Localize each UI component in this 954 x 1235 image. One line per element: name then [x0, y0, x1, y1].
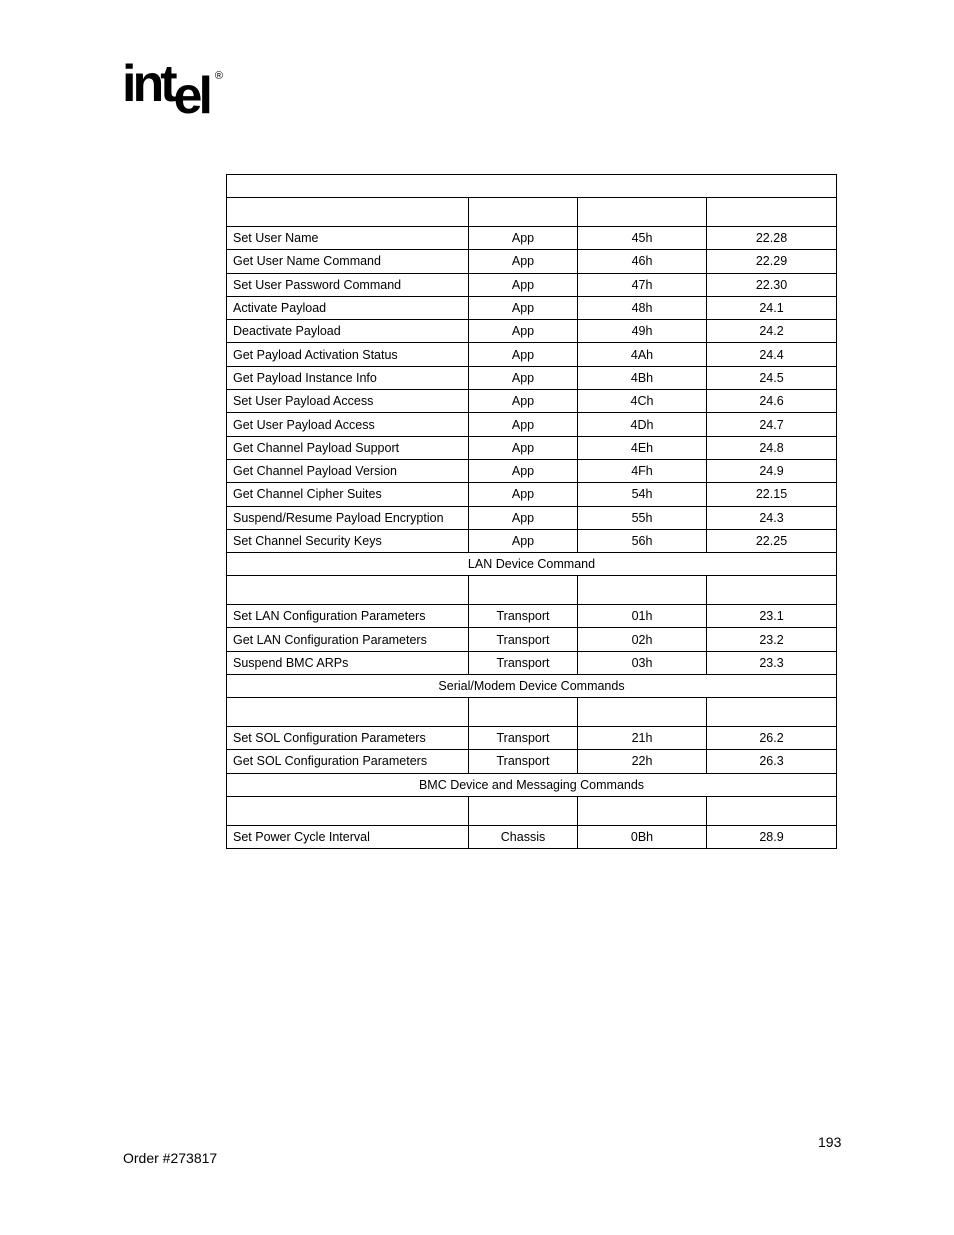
command-name-cell: Get Channel Payload Support — [227, 436, 469, 459]
table-row — [227, 628, 837, 651]
page-number: 193 — [818, 1134, 842, 1150]
table-row — [227, 483, 837, 506]
section-ref-cell: 23.1 — [707, 605, 837, 628]
code-cell: 47h — [578, 273, 707, 296]
table-row — [227, 413, 837, 436]
section-title — [227, 175, 837, 198]
section-ref-cell: 23.3 — [707, 651, 837, 674]
netfn-cell: App — [469, 413, 578, 436]
table-row — [227, 366, 837, 389]
section-title: Serial/Modem Device Commands — [227, 675, 837, 698]
netfn-cell: App — [469, 506, 578, 529]
code-cell: 49h — [578, 320, 707, 343]
command-name-cell: Suspend/Resume Payload Encryption — [227, 506, 469, 529]
command-name-cell: Get User Name Command — [227, 250, 469, 273]
section-title-row — [227, 675, 837, 698]
code-cell: 48h — [578, 296, 707, 319]
netfn-cell: App — [469, 273, 578, 296]
section-ref-cell: 24.2 — [707, 320, 837, 343]
command-name-cell: Set LAN Configuration Parameters — [227, 605, 469, 628]
table-row — [227, 250, 837, 273]
code-cell: 46h — [578, 250, 707, 273]
section-ref-cell: 24.1 — [707, 296, 837, 319]
section-ref-cell: 22.28 — [707, 227, 837, 250]
netfn-cell: App — [469, 343, 578, 366]
section-ref-cell: 26.2 — [707, 727, 837, 750]
column-header-cell — [578, 796, 707, 825]
netfn-cell: App — [469, 296, 578, 319]
code-cell: 45h — [578, 227, 707, 250]
netfn-cell: Chassis — [469, 825, 578, 848]
code-cell: 22h — [578, 750, 707, 773]
command-name-cell: Get LAN Configuration Parameters — [227, 628, 469, 651]
command-name-cell: Activate Payload — [227, 296, 469, 319]
column-header-row — [227, 576, 837, 605]
column-header-row — [227, 796, 837, 825]
column-header-cell — [707, 198, 837, 227]
column-header-cell — [578, 698, 707, 727]
section-ref-cell: 24.8 — [707, 436, 837, 459]
code-cell: 55h — [578, 506, 707, 529]
section-ref-cell: 22.30 — [707, 273, 837, 296]
command-name-cell: Deactivate Payload — [227, 320, 469, 343]
section-ref-cell: 24.5 — [707, 366, 837, 389]
section-ref-cell: 24.3 — [707, 506, 837, 529]
netfn-cell: Transport — [469, 628, 578, 651]
command-table-body — [227, 175, 837, 849]
order-number: Order #273817 — [123, 1150, 218, 1166]
section-title-row — [227, 553, 837, 576]
netfn-cell: Transport — [469, 651, 578, 674]
column-header-cell — [227, 698, 469, 727]
column-header-cell — [578, 198, 707, 227]
table-row — [227, 390, 837, 413]
table-row — [227, 227, 837, 250]
table-row — [227, 320, 837, 343]
section-title: BMC Device and Messaging Commands — [227, 773, 837, 796]
command-name-cell: Set SOL Configuration Parameters — [227, 727, 469, 750]
table-row — [227, 273, 837, 296]
code-cell: 0Bh — [578, 825, 707, 848]
netfn-cell: Transport — [469, 727, 578, 750]
table-row — [227, 651, 837, 674]
section-title-row — [227, 175, 837, 198]
section-title-row — [227, 773, 837, 796]
command-name-cell: Set Channel Security Keys — [227, 529, 469, 552]
section-ref-cell: 22.25 — [707, 529, 837, 552]
command-table — [226, 174, 837, 849]
section-ref-cell: 23.2 — [707, 628, 837, 651]
netfn-cell: App — [469, 227, 578, 250]
netfn-cell: App — [469, 529, 578, 552]
netfn-cell: App — [469, 483, 578, 506]
table-row — [227, 750, 837, 773]
registered-mark: ® — [214, 69, 224, 82]
code-cell: 4Dh — [578, 413, 707, 436]
section-ref-cell: 24.4 — [707, 343, 837, 366]
column-header-cell — [469, 576, 578, 605]
command-name-cell: Get User Payload Access — [227, 413, 469, 436]
logo-text: int — [122, 55, 174, 113]
section-ref-cell: 24.7 — [707, 413, 837, 436]
section-ref-cell: 22.29 — [707, 250, 837, 273]
command-name-cell: Get Payload Instance Info — [227, 366, 469, 389]
section-ref-cell: 26.3 — [707, 750, 837, 773]
table-row — [227, 727, 837, 750]
section-ref-cell: 22.15 — [707, 483, 837, 506]
column-header-row — [227, 198, 837, 227]
column-header-cell — [469, 698, 578, 727]
table-row — [227, 825, 837, 848]
intel-logo — [122, 55, 224, 125]
netfn-cell: App — [469, 366, 578, 389]
code-cell: 4Ch — [578, 390, 707, 413]
command-name-cell: Get Channel Payload Version — [227, 459, 469, 482]
code-cell: 02h — [578, 628, 707, 651]
section-ref-cell: 24.6 — [707, 390, 837, 413]
table-row — [227, 296, 837, 319]
table-row — [227, 605, 837, 628]
netfn-cell: App — [469, 459, 578, 482]
table-row — [227, 436, 837, 459]
code-cell: 21h — [578, 727, 707, 750]
code-cell: 4Bh — [578, 366, 707, 389]
table-row — [227, 343, 837, 366]
column-header-cell — [227, 576, 469, 605]
command-name-cell: Get Payload Activation Status — [227, 343, 469, 366]
command-name-cell: Suspend BMC ARPs — [227, 651, 469, 674]
code-cell: 4Fh — [578, 459, 707, 482]
section-ref-cell: 28.9 — [707, 825, 837, 848]
column-header-cell — [578, 576, 707, 605]
netfn-cell: App — [469, 320, 578, 343]
column-header-row — [227, 698, 837, 727]
code-cell: 4Eh — [578, 436, 707, 459]
column-header-cell — [469, 796, 578, 825]
code-cell: 4Ah — [578, 343, 707, 366]
column-header-cell — [469, 198, 578, 227]
code-cell: 54h — [578, 483, 707, 506]
code-cell: 56h — [578, 529, 707, 552]
command-name-cell: Set Power Cycle Interval — [227, 825, 469, 848]
section-ref-cell: 24.9 — [707, 459, 837, 482]
netfn-cell: Transport — [469, 750, 578, 773]
table-row — [227, 459, 837, 482]
table-row — [227, 506, 837, 529]
section-title: LAN Device Command — [227, 553, 837, 576]
command-name-cell: Set User Password Command — [227, 273, 469, 296]
command-name-cell: Set User Name — [227, 227, 469, 250]
logo-drop-text: el — [173, 67, 209, 125]
netfn-cell: Transport — [469, 605, 578, 628]
table-row — [227, 529, 837, 552]
netfn-cell: App — [469, 250, 578, 273]
column-header-cell — [707, 796, 837, 825]
netfn-cell: App — [469, 390, 578, 413]
netfn-cell: App — [469, 436, 578, 459]
code-cell: 01h — [578, 605, 707, 628]
column-header-cell — [227, 796, 469, 825]
command-name-cell: Get SOL Configuration Parameters — [227, 750, 469, 773]
column-header-cell — [707, 698, 837, 727]
command-name-cell: Get Channel Cipher Suites — [227, 483, 469, 506]
command-name-cell: Set User Payload Access — [227, 390, 469, 413]
column-header-cell — [707, 576, 837, 605]
code-cell: 03h — [578, 651, 707, 674]
column-header-cell — [227, 198, 469, 227]
